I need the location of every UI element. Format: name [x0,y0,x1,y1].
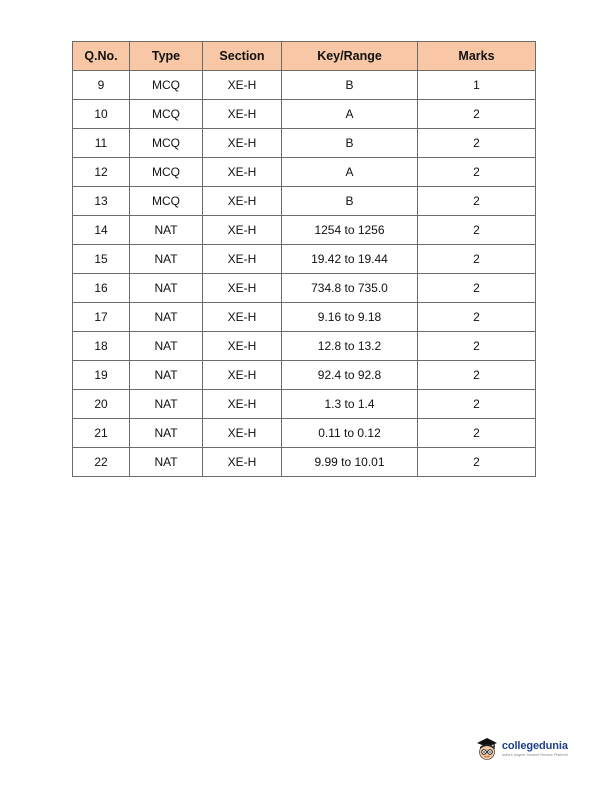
cell-section: XE-H [203,129,282,158]
cell-type: NAT [130,274,203,303]
header-key-range: Key/Range [282,42,418,71]
table-row [73,187,536,216]
cell-section: XE-H [203,158,282,187]
cell-section: XE-H [203,448,282,477]
cell-type: NAT [130,245,203,274]
cell-section: XE-H [203,303,282,332]
cell-key-range: 9.99 to 10.01 [282,448,418,477]
cell-type: NAT [130,390,203,419]
cell-type: MCQ [130,187,203,216]
cell-qno: 12 [73,158,130,187]
cell-section: XE-H [203,216,282,245]
cell-qno: 16 [73,274,130,303]
cell-key-range: B [282,187,418,216]
cell-marks: 2 [418,274,536,303]
cell-section: XE-H [203,100,282,129]
cell-key-range: 734.8 to 735.0 [282,274,418,303]
table-row [73,71,536,100]
cell-qno: 18 [73,332,130,361]
cell-type: NAT [130,303,203,332]
cell-section: XE-H [203,419,282,448]
cell-section: XE-H [203,332,282,361]
header-section: Section [203,42,282,71]
cell-section: XE-H [203,361,282,390]
cell-type: MCQ [130,129,203,158]
cell-marks: 2 [418,419,536,448]
cell-key-range: 92.4 to 92.8 [282,361,418,390]
table-row [73,303,536,332]
cell-section: XE-H [203,71,282,100]
table-row [73,448,536,477]
cell-marks: 2 [418,245,536,274]
table-row [73,361,536,390]
table-row [73,274,536,303]
cell-qno: 17 [73,303,130,332]
answer-key-table [72,41,536,477]
cell-qno: 21 [73,419,130,448]
cell-marks: 2 [418,216,536,245]
cell-marks: 1 [418,71,536,100]
cell-qno: 14 [73,216,130,245]
cell-qno: 15 [73,245,130,274]
cell-qno: 13 [73,187,130,216]
cell-type: NAT [130,419,203,448]
cell-type: NAT [130,332,203,361]
cell-section: XE-H [203,187,282,216]
header-type: Type [130,42,203,71]
table-row [73,158,536,187]
table-row [73,332,536,361]
header-qno: Q.No. [73,42,130,71]
cell-section: XE-H [203,274,282,303]
cell-marks: 2 [418,332,536,361]
cell-marks: 2 [418,129,536,158]
table-row [73,129,536,158]
cell-key-range: 1254 to 1256 [282,216,418,245]
header-marks: Marks [418,42,536,71]
cell-qno: 22 [73,448,130,477]
collegedunia-logo [475,736,568,762]
cell-type: NAT [130,448,203,477]
table-row [73,419,536,448]
cell-marks: 2 [418,448,536,477]
table-header-row [73,42,536,71]
cell-type: NAT [130,361,203,390]
cell-marks: 2 [418,361,536,390]
cell-section: XE-H [203,245,282,274]
cell-key-range: 1.3 to 1.4 [282,390,418,419]
cell-key-range: A [282,158,418,187]
cell-section: XE-H [203,390,282,419]
cell-qno: 11 [73,129,130,158]
cell-type: MCQ [130,100,203,129]
table-body [73,71,536,477]
table-row [73,390,536,419]
cell-type: MCQ [130,71,203,100]
cell-key-range: 19.42 to 19.44 [282,245,418,274]
cell-key-range: 9.16 to 9.18 [282,303,418,332]
cell-type: NAT [130,216,203,245]
cell-qno: 19 [73,361,130,390]
cell-marks: 2 [418,100,536,129]
cell-qno: 9 [73,71,130,100]
cell-key-range: 0.11 to 0.12 [282,419,418,448]
cell-marks: 2 [418,390,536,419]
cell-marks: 2 [418,187,536,216]
cell-qno: 10 [73,100,130,129]
cell-key-range: A [282,100,418,129]
table-row [73,100,536,129]
cell-key-range: B [282,71,418,100]
brand-tagline: India's largest Student Review Platform [501,752,568,757]
table-row [73,216,536,245]
cell-key-range: 12.8 to 13.2 [282,332,418,361]
graduate-mascot-icon [475,736,499,762]
cell-type: MCQ [130,158,203,187]
cell-marks: 2 [418,158,536,187]
brand-name: collegedunia [501,739,568,752]
table-row [73,245,536,274]
cell-marks: 2 [418,303,536,332]
cell-key-range: B [282,129,418,158]
cell-qno: 20 [73,390,130,419]
